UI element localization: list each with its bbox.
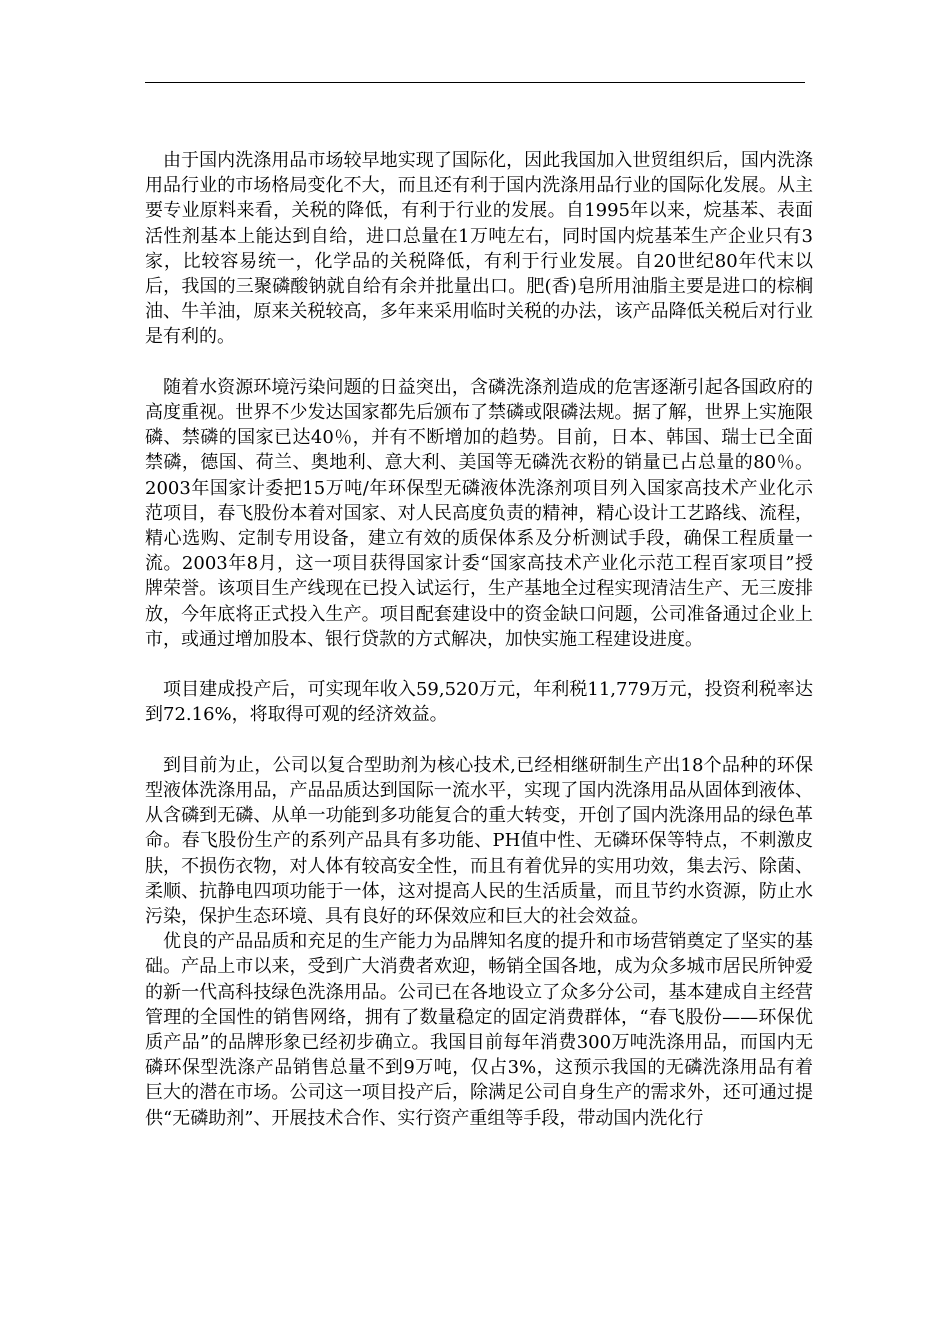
paragraph-phosphate-ban: 随着水资源环境污染问题的日益突出，含磷洗涤剂造成的危害逐渐引起各国政府的高度重视。世界不少发达国家都先后颁布了禁磷或限磷法规。据了解，世界上实施限磷、禁磷的国家已达40％，并有不断增加的趋势。目前，日本、韩国、瑞士已全面禁磷，德国、荷兰、奥地利、意大利、美国等无磷洗衣粉的销量已占总量的80％。2003年国家计委把15万吨/年环保型无磷液体洗涤剂项目列入国家高技术产业化示范项目，春飞股份本着对国家、对人民高度负责的精神，精心设计工艺路线、流程，精心选购、定制专用设备，建立有效的质保体系及分析测试手段，确保工程质量一流。2003年8月，这一项目获得国家计委“国家高技术产业化示范工程百家项目”授牌荣誉。该项目生产线现在已投入试运行，生产基地全过程实现清洁生产、无三废排放，今年底将正式投入生产。项目配套建设中的资金缺口问题，公司准备通过企业上市，或通过增加股本、银行贷款的方式解决，加快实施工程建设进度。 (145, 376, 813, 650)
paragraph-gap (145, 728, 813, 753)
paragraph-gap (145, 652, 813, 677)
paragraph-brand-market: 优良的产品品质和充足的生产能力为品牌知名度的提升和市场营销奠定了坚实的基础。产品上市以来，受到广大消费者欢迎，畅销全国各地，成为众多城市居民所钟爱的新一代高科技绿色洗涤用品。公司已在各地设立了众多分公司，基本建成自主经营管理的全国性的销售网络，拥有了数量稳定的固定消费群体，“春飞股份——环保优质产品”的品牌形象已经初步确立。我国目前每年消费300万吨洗涤用品，而国内无磷环保型洗涤产品销售总量不到9万吨，仅占3%，这预示我国的无磷洗涤用品有着巨大的潜在市场。公司这一项目投产后，除满足公司自身生产的需求外，还可通过提供“无磷助剂”、开展技术合作、实行资产重组等手段，带动国内洗化行 (145, 931, 813, 1129)
paragraph-technology: 到目前为止，公司以复合型助剂为核心技术,已经相继研制生产出18个品种的环保型液体洗涤用品，产品品质达到国际一流水平，实现了国内洗涤用品从固体到液体、从含磷到无磷、从单一功能到多功能复合的重大转变，开创了国内洗涤用品的绿色革命。春飞股份生产的系列产品具有多功能、PH值中性、无磷环保等特点，不刺激皮肤，不损伤衣物，对人体有较高安全性，而且有着优异的实用功效，集去污、除菌、柔顺、抗静电四项功能于一体，这对提高人民的生活质量，而且节约水资源，防止水污染，保护生态环境、具有良好的环保效应和巨大的社会效益。 (145, 754, 813, 928)
header-rule (145, 82, 805, 83)
paragraph-economic-benefit: 项目建成投产后，可实现年收入59,520万元，年利税11,779万元，投资利税率达到72.16%，将取得可观的经济效益。 (145, 679, 813, 726)
document-body (145, 148, 813, 1131)
paragraph-gap (145, 350, 813, 375)
paragraph-tariff: 由于国内洗涤用品市场较早地实现了国际化，因此我国加入世贸组织后，国内洗涤用品行业的市场格局变化不大，而且还有利于国内洗涤用品行业的国际化发展。从主要专业原料来看，关税的降低，有利于行业的发展。自1995年以来，烷基苯、表面活性剂基本上能达到自给，进口总量在1万吨左右，同时国内烷基苯生产企业只有3家，比较容易统一，化学品的关税降低，有利于行业发展。自20世纪80年代末以后，我国的三聚磷酸钠就自给有余并批量出口。肥(香)皂所用油脂主要是进口的棕榈油、牛羊油，原来关税较高，多年来采用临时关税的办法，该产品降低关税后对行业是有利的。 (145, 150, 813, 348)
